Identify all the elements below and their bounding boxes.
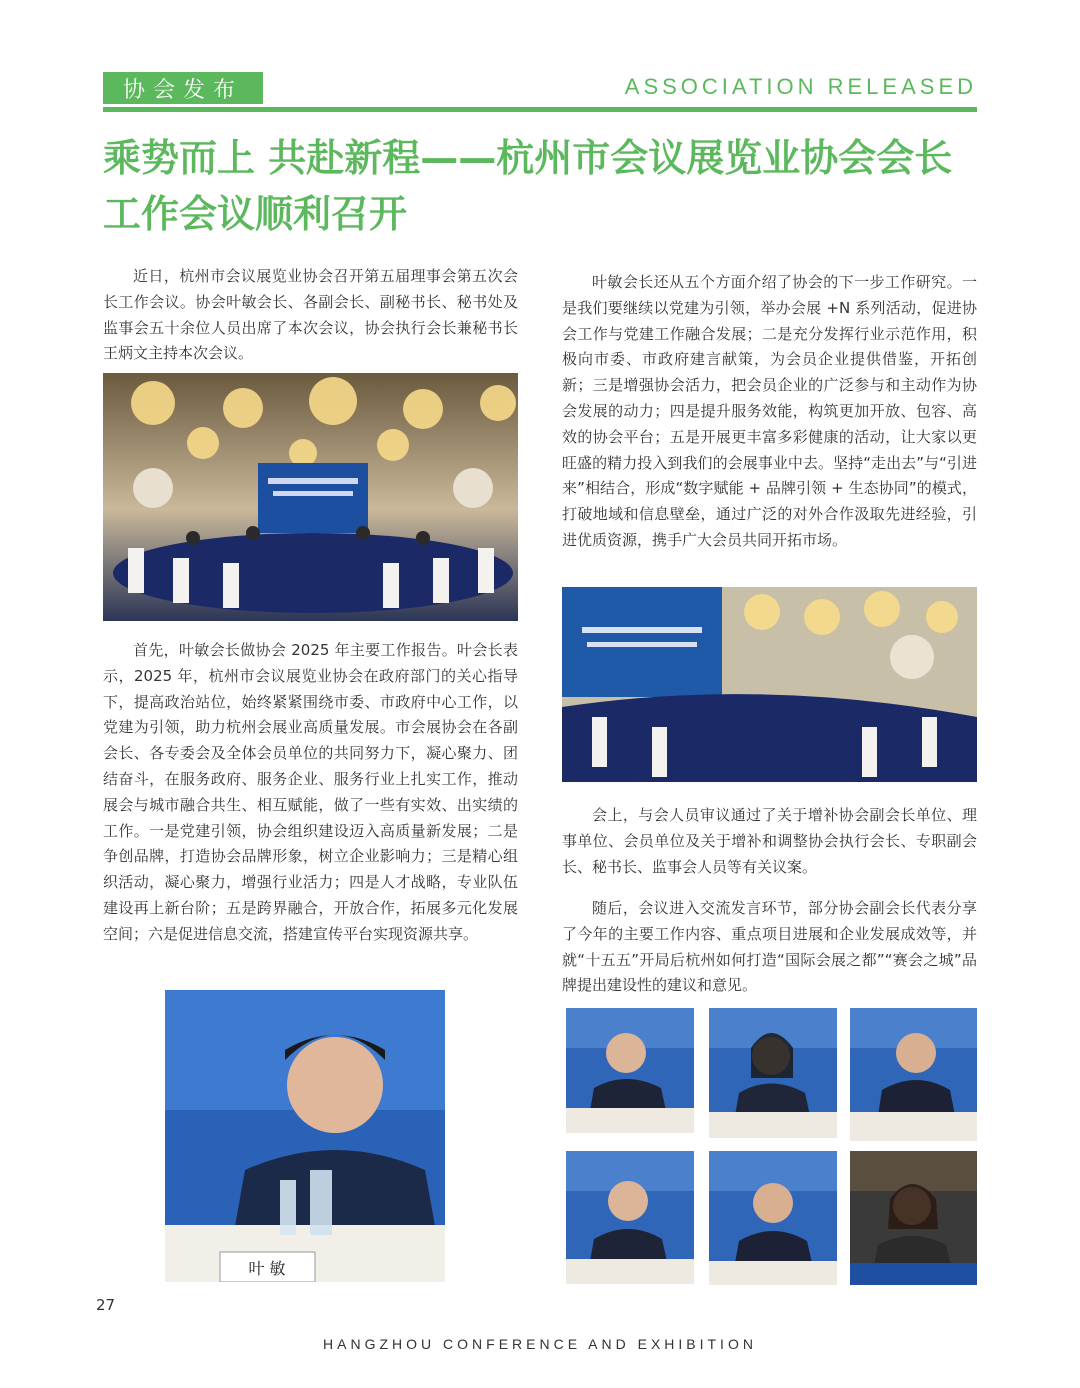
page-number: 27 <box>96 1296 116 1314</box>
paragraph-discussion: 随后，会议进入交流发言环节，部分协会副会长代表分享了今年的主要工作内容、重点项目进展和企业发展成效等，并就“十五五”开局后杭州如何打造“国际会展之都”“赛会之城”品牌提出建设性的建议和意见。 <box>562 899 977 995</box>
magazine-name: HANGZHOU CONFERENCE AND EXHIBITION <box>323 1336 757 1352</box>
photo-speaker-1 <box>566 1008 694 1133</box>
paragraph-intro: 近日，杭州市会议展览业协会召开第五届理事会第五次会长工作会议。协会叶敏会长、各副会长、副秘书长、秘书处及监事会五十余位人员出席了本次会议，协会执行会长兼秘书长王炳文主持本次会议。 <box>103 267 518 363</box>
paragraph-next-steps: 叶敏会长还从五个方面介绍了协会的下一步工作研究。一是我们要继续以党建为引领，举办会展 +N 系列活动，促进协会工作与党建工作融合发展；二是充分发挥行业示范作用，积极向市委、市政府建言献策，为会员企业提供借鉴，开拓创新；三是增强协会活力，把会员企业的广泛参与和主动作为协会发展的动力；四是提升服务效能，构筑更加开放、包容、高效的协会平台；五是开展更丰富多彩健康的活动，让大家以更旺盛的精力投入到我们的会展事业中去。坚持“走出去”与“引进来”相结合，形成“数字赋能 + 品牌引领 + 生态协同”的模式，打破地域和信息壁垒，通过广泛的对外合作汲取先进经验，引进优质资源，携手广大会员共同开拓市场。 <box>562 273 977 549</box>
section-tag-english: ASSOCIATION RELEASED <box>624 74 977 99</box>
photo-speaker-4 <box>566 1151 694 1284</box>
paragraph-work-report: 首先，叶敏会长做协会 2025 年主要工作报告。叶会长表示，2025 年，杭州市会议展览业协会在政府部门的关心指导下，提高政治站位，始终紧紧围绕市委、市政府中心工作，以党建为引领，助力杭州会展业高质量发展。市会展协会在各副会长、各专委会及全体会员单位的共同努力下，凝心聚力、团结奋斗，在服务政府、服务企业、服务行业上扎实工作，推动展会与城市融合共生、相互赋能，做了一些有实效、出实绩的工作。一是党建引领，协会组织建设迈入高质量新发展；二是争创品牌，打造协会品牌形象，树立企业影响力；三是精心组织活动，凝心聚力，增强行业活力；四是人才战略，专业队伍建设再上新台阶；五是跨界融合，开放合作，拓展多元化发展空间；六是促进信息交流，搭建宣传平台实现资源共享。 <box>103 641 518 943</box>
speaker-nameplate: 叶 敏 <box>248 1259 286 1278</box>
photo-speaker-ye-min <box>165 990 445 1282</box>
paragraph-motions: 会上，与会人员审议通过了关于增补协会副会长单位、理事单位、会员单位及关于增补和调整协会执行会长、专职副会长、秘书长、监事会人员等有关议案。 <box>562 806 977 876</box>
header-rule <box>103 107 977 112</box>
article-title: 乘势而上 共赴新程——杭州市会议展览业协会会长工作会议顺利召开 <box>103 136 953 236</box>
photo-speaker-3 <box>850 1008 977 1141</box>
photo-speaker-2 <box>709 1008 837 1138</box>
photo-speaker-6 <box>850 1151 977 1285</box>
photo-speaker-5 <box>709 1151 837 1285</box>
photo-meeting-hall <box>103 373 518 621</box>
section-tag: 协会发布 <box>103 72 263 104</box>
photo-meeting-table <box>562 587 977 782</box>
